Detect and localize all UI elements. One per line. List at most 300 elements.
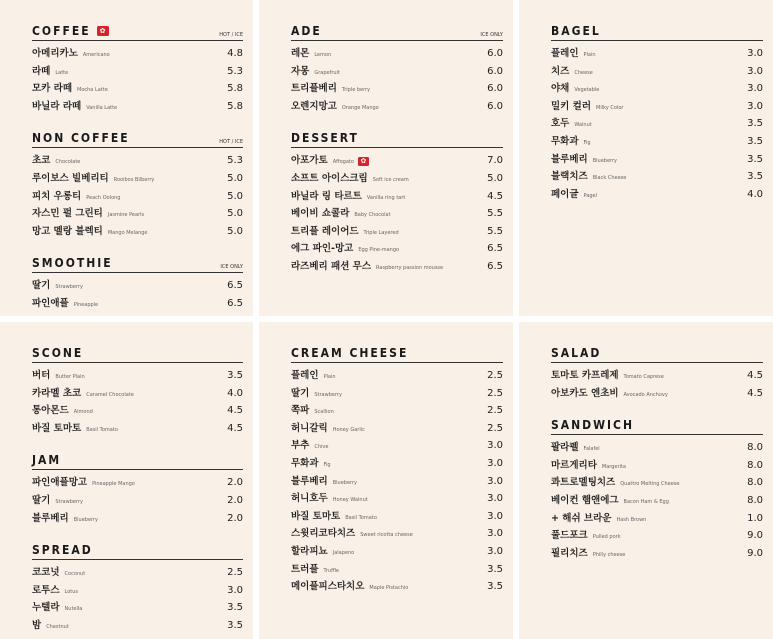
item-name-ko: 베이컨 햄앤에그 [551, 494, 619, 506]
section-title-wrap [32, 342, 83, 361]
item-name-ko: 마르게리타 [551, 459, 597, 471]
item-name-ko: 딸기 [32, 494, 51, 506]
item-price: 3.5 [487, 581, 503, 593]
section-header [551, 414, 763, 435]
item-name-en: Hash Brown [616, 516, 647, 523]
menu-item [551, 133, 763, 151]
item-price: 8.0 [747, 442, 763, 454]
section-title-wrap [291, 127, 359, 146]
item-name-en: Basil Tomato [345, 514, 377, 521]
item-name-ko: 무화과 [291, 457, 319, 469]
menu-item [551, 98, 763, 116]
section-title: CREAM CHEESE [291, 346, 409, 360]
item-name-ko: 라즈베리 패션 무스 [291, 260, 372, 272]
item-name-ko: 스윗리코타치즈 [291, 528, 356, 540]
item-name-en: Tomato Caprese [623, 374, 664, 380]
item-name-ko: 망고 멜랑 블렉티 [32, 225, 103, 237]
item-name-ko: 블루베리 [551, 153, 588, 165]
section-header [32, 127, 243, 148]
item-price: 4.5 [227, 405, 243, 417]
item-name-ko: 할라피뇨 [291, 545, 328, 557]
item-name-en: Soft ice cream [372, 176, 409, 183]
menu-item [551, 63, 763, 81]
menu-item [32, 420, 243, 438]
item-price: 3.0 [487, 528, 503, 540]
menu-section [32, 252, 243, 312]
item-price: 8.0 [747, 477, 763, 489]
item-name-ko: 딸기 [291, 387, 310, 399]
item-name-en: Mocha Latte [77, 87, 108, 94]
item-price: 3.5 [227, 602, 243, 614]
item-name-en: Orange Mango [341, 104, 379, 111]
item-name-en: Chive [314, 444, 329, 451]
menu-item [291, 223, 503, 241]
item-price: 3.0 [487, 440, 503, 452]
item-price: 3.0 [487, 457, 503, 469]
item-name-ko: 아포가토 [291, 155, 328, 167]
section-header [551, 20, 763, 41]
item-name-en: Chestnut [46, 623, 69, 630]
item-name-ko: 파인애플 [32, 297, 69, 309]
item-price: 3.0 [487, 475, 503, 487]
item-name-ko: 바닐라 링 타르트 [291, 190, 362, 202]
section-title-wrap [32, 252, 113, 271]
item-name-en: Pagel [583, 192, 598, 199]
item-price: 4.5 [227, 422, 243, 434]
item-price: 9.0 [747, 547, 763, 559]
item-price: 3.5 [747, 171, 763, 183]
section-header [32, 449, 243, 470]
item-name-en: Honey Garlic [332, 426, 365, 433]
item-name-ko: 바질 토마토 [32, 422, 82, 434]
menu-item [291, 543, 503, 561]
menu-panel-cream-cheese [259, 322, 513, 639]
menu-item [32, 474, 243, 492]
item-name-ko: 필리치즈 [551, 547, 588, 559]
item-price: 3.5 [747, 118, 763, 130]
item-name-ko: 카라멜 초코 [32, 387, 82, 399]
menu-item [32, 582, 243, 600]
item-name-ko: 라떼 [32, 65, 51, 77]
menu-item [291, 508, 503, 526]
item-price: 5.8 [227, 83, 243, 95]
section-header [551, 342, 763, 363]
item-name-en: Jasmine Pearls [107, 212, 145, 219]
section-header [291, 127, 503, 148]
item-name-en: Triple Layered [363, 229, 399, 236]
item-name-ko: 콰트로멜팅치즈 [551, 477, 616, 489]
item-name-ko: 밤 [32, 619, 42, 631]
item-name-ko: 메이플피스타치오 [291, 581, 365, 593]
item-name-en: Coconut [64, 571, 86, 578]
item-name-en: Fig [583, 139, 591, 146]
item-price: 6.0 [487, 100, 503, 112]
item-price: 5.0 [227, 225, 243, 237]
item-price: 5.0 [227, 190, 243, 202]
item-name-ko: 아메리카노 [32, 48, 78, 59]
menu-item [32, 295, 243, 313]
menu-item [551, 510, 763, 528]
item-name-ko: 트리플베리 [291, 83, 337, 95]
item-name-en: Vanilla ring tart [366, 194, 406, 201]
item-name-en: Scallion [314, 409, 334, 416]
menu-item [551, 457, 763, 475]
item-name-ko: 자몽 [291, 65, 310, 77]
menu-item [291, 402, 503, 420]
item-name-ko: 쪽파 [291, 405, 310, 417]
item-name-en: Truffle [323, 567, 339, 574]
menu-item [32, 188, 243, 206]
menu-item [551, 151, 763, 169]
menu-section [551, 414, 763, 562]
section-title-wrap [32, 539, 93, 558]
item-name-ko: 블루베리 [291, 475, 328, 487]
item-name-en: Cheese [574, 69, 593, 76]
item-name-en: Egg Pine-mango [358, 247, 400, 254]
item-name-en: Chocolate [55, 159, 81, 166]
item-name-en: Basil Tomato [86, 426, 118, 433]
section-header [291, 20, 503, 41]
item-price: 5.0 [227, 172, 243, 184]
item-name-ko: 누텔라 [32, 602, 60, 614]
section-title-wrap [291, 20, 322, 39]
item-name-en: Black Cheese [592, 175, 627, 182]
section-title: BAGEL [551, 24, 601, 38]
menu-item [32, 80, 243, 98]
menu-item [291, 45, 503, 63]
menu-item [291, 63, 503, 81]
item-name-en: Peach Oolong [86, 194, 121, 201]
item-name-ko: 블루베리 [32, 512, 69, 524]
menu-item [32, 223, 243, 241]
menu-item [551, 115, 763, 133]
item-name-ko: 바닐라 라떼 [32, 100, 82, 112]
item-name-en: Jalapeno [332, 549, 355, 556]
item-name-ko: 로투스 [32, 584, 60, 596]
item-name-en: Vanilla Latte [86, 104, 118, 111]
menu-panel-bagel [519, 0, 773, 316]
section-header [32, 20, 243, 41]
menu-item [551, 527, 763, 545]
item-name-ko: 트리플 레이어드 [291, 225, 359, 237]
menu-item [32, 45, 243, 63]
item-price: 3.0 [487, 545, 503, 557]
menu-item [32, 564, 243, 582]
item-name-en: Maple Pistachio [369, 585, 409, 592]
item-price: 6.0 [487, 83, 503, 95]
menu-item [551, 545, 763, 563]
item-price: 3.0 [747, 65, 763, 77]
section-title: COFFEE [32, 24, 91, 38]
item-name-en: Affogato [332, 159, 354, 166]
item-name-ko: 플레인 [291, 370, 319, 381]
item-price: 4.5 [747, 370, 763, 381]
menu-section [291, 20, 503, 115]
item-price: 3.0 [747, 100, 763, 112]
section-title-wrap [551, 414, 634, 433]
menu-item [551, 439, 763, 457]
item-name-ko: 에그 파인-망고 [291, 243, 354, 255]
item-price: 6.5 [487, 243, 503, 255]
item-name-ko: 야채 [551, 83, 570, 95]
item-price: 2.5 [487, 405, 503, 417]
item-name-ko: 트러플 [291, 563, 319, 575]
illy-logo-icon: ✿ [358, 157, 369, 166]
item-price: 3.5 [227, 619, 243, 631]
section-header [32, 342, 243, 363]
section-note: HOT / ICE [219, 32, 243, 38]
item-name-en: Fig [323, 461, 331, 468]
menu-item [32, 617, 243, 635]
item-price: 2.0 [227, 512, 243, 524]
section-title-wrap [32, 127, 130, 146]
menu-section [32, 127, 243, 240]
menu-section [32, 449, 243, 527]
item-name-ko: 딸기 [32, 280, 51, 292]
item-price: 6.0 [487, 65, 503, 77]
item-name-en: Quattro Melting Cheese [620, 481, 680, 488]
section-title: NON COFFEE [32, 131, 130, 146]
item-name-en: Butter Plain [55, 374, 85, 380]
item-price: 5.3 [227, 65, 243, 77]
menu-item [291, 578, 503, 596]
item-price: 1.0 [747, 512, 763, 524]
item-name-en: Blueberry [73, 516, 99, 523]
menu-item [551, 186, 763, 204]
item-name-en: Philly cheese [592, 551, 626, 558]
item-name-ko: 페이글 [551, 188, 579, 200]
menu-item [32, 385, 243, 403]
item-name-ko: 호두 [551, 118, 570, 130]
item-name-ko: 허니갈릭 [291, 422, 328, 434]
item-name-en: Rooibos Bilberry [113, 176, 155, 183]
item-price: 9.0 [747, 530, 763, 542]
item-name-ko: 통아몬드 [32, 405, 69, 417]
item-name-ko: 무화과 [551, 135, 579, 147]
item-name-ko: 버터 [32, 370, 51, 381]
item-price: 8.0 [747, 459, 763, 471]
item-name-ko: 밀키 컬러 [551, 100, 592, 112]
item-name-en: Triple berry [341, 87, 371, 94]
item-price: 2.5 [487, 422, 503, 434]
item-name-en: Blueberry [592, 157, 618, 164]
item-name-en: Strawberry [55, 498, 83, 505]
item-price: 3.5 [747, 153, 763, 165]
menu-item [551, 168, 763, 186]
item-name-ko: 초코 [32, 155, 51, 167]
menu-item [551, 45, 763, 63]
menu-item [291, 98, 503, 116]
menu-panel-salad-sandwich [519, 322, 773, 639]
item-name-ko: 소프트 아이스크림 [291, 172, 368, 184]
menu-panel-ade-dessert [259, 0, 513, 316]
item-name-ko: 오렌지망고 [291, 100, 337, 112]
section-note: HOT / ICE [219, 139, 243, 146]
menu-item [291, 205, 503, 223]
section-header [291, 342, 503, 363]
item-name-en: Almond [73, 409, 93, 416]
item-name-ko: 모카 라떼 [32, 83, 73, 95]
menu-item [291, 437, 503, 455]
item-name-en: Baby Chocolat [354, 212, 391, 219]
item-price: 3.0 [487, 510, 503, 522]
menu-item [291, 152, 503, 170]
menu-section [551, 342, 763, 402]
item-price: 5.8 [227, 100, 243, 112]
menu-item [291, 80, 503, 98]
menu-section [551, 20, 763, 203]
section-title: SANDWICH [551, 418, 635, 433]
section-title-wrap [551, 20, 601, 39]
item-name-ko: 파인애플망고 [32, 477, 88, 489]
menu-item [32, 98, 243, 116]
item-name-en: Vegetable [574, 87, 600, 94]
item-name-en: Latte [55, 69, 69, 76]
item-name-ko: 루이보스 빌베리티 [32, 172, 109, 184]
item-price: 2.5 [487, 387, 503, 399]
item-name-ko: 바질 토마토 [291, 510, 341, 522]
menu-item [291, 170, 503, 188]
item-name-en: Falafel [583, 446, 600, 453]
item-price: 7.0 [487, 155, 503, 167]
item-name-en: Caramel Chocolate [86, 391, 134, 398]
item-name-en: Strawberry [55, 284, 83, 291]
item-price: 3.0 [487, 493, 503, 505]
item-price: 5.5 [487, 225, 503, 237]
section-title-wrap [32, 20, 109, 39]
item-name-en: Plain [583, 52, 596, 58]
section-title: JAM [32, 453, 62, 468]
item-name-en: Americano [82, 52, 110, 58]
menu-section [32, 539, 243, 634]
item-name-en: Pineapple [73, 301, 99, 308]
item-name-ko: 허니호두 [291, 493, 328, 505]
item-price: 3.5 [747, 135, 763, 147]
item-name-en: Lemon [314, 52, 332, 58]
menu-item [551, 367, 763, 385]
menu-item [32, 510, 243, 528]
section-header [32, 252, 243, 273]
item-price: 4.5 [747, 387, 763, 399]
menu-item [291, 385, 503, 403]
menu-item [32, 367, 243, 385]
item-price: 3.0 [747, 83, 763, 95]
item-price: 2.0 [227, 494, 243, 506]
item-price: 4.8 [227, 48, 243, 59]
menu-item [32, 63, 243, 81]
item-name-en: Walnut [574, 122, 592, 129]
menu-section [291, 342, 503, 596]
item-price: 5.3 [227, 155, 243, 167]
section-title-wrap [32, 449, 61, 468]
menu-item [551, 474, 763, 492]
item-name-ko: 풀드포크 [551, 530, 588, 542]
section-header [32, 539, 243, 560]
menu-item [551, 80, 763, 98]
item-name-ko: 블랙치즈 [551, 171, 588, 183]
menu-item [551, 385, 763, 403]
item-price: 6.5 [227, 297, 243, 309]
menu-item [291, 473, 503, 491]
item-price: 6.0 [487, 48, 503, 59]
item-price: 6.5 [487, 260, 503, 272]
item-name-ko: 자스민 펄 그린티 [32, 208, 103, 220]
item-price: 2.5 [487, 370, 503, 381]
item-price: 6.5 [227, 280, 243, 292]
item-name-en: Blueberry [332, 479, 358, 486]
item-price: 3.0 [227, 584, 243, 596]
item-name-ko: + 해쉬 브라운 [551, 512, 612, 524]
menu-item [32, 205, 243, 223]
menu-item [291, 367, 503, 385]
item-name-en: Milky Color [596, 104, 624, 111]
menu-panel-drinks [0, 0, 253, 316]
menu-item [291, 525, 503, 543]
item-price: 4.0 [747, 188, 763, 200]
item-price: 5.5 [487, 208, 503, 220]
menu-item [291, 240, 503, 258]
item-name-en: Margerita [601, 463, 626, 470]
item-name-ko: 아보카도 엔초비 [551, 387, 619, 399]
item-price: 4.5 [487, 190, 503, 202]
item-name-en: Raspberry passion mousse [376, 264, 444, 271]
item-name-en: Avocado Anchovy [623, 391, 668, 398]
item-name-en: Strawberry [314, 391, 342, 398]
item-name-ko: 레몬 [291, 48, 310, 59]
menu-section [32, 20, 243, 115]
item-name-en: Honey Walnut [332, 497, 368, 504]
menu-item [291, 420, 503, 438]
item-price: 3.5 [227, 370, 243, 381]
item-name-ko: 토마토 카프레제 [551, 370, 619, 381]
item-name-ko: 팔라펠 [551, 442, 579, 454]
item-price: 4.0 [227, 387, 243, 399]
item-name-en: Bacon Ham & Egg [623, 498, 669, 505]
menu-item [291, 490, 503, 508]
section-title: DESSERT [291, 131, 359, 146]
item-price: 3.0 [747, 48, 763, 59]
menu-item [32, 152, 243, 170]
menu-item [32, 492, 243, 510]
illy-logo-icon: ✿ [97, 26, 109, 36]
section-title: ADE [291, 24, 322, 38]
menu-item [551, 492, 763, 510]
item-name-ko: 베이비 쇼콜라 [291, 208, 350, 220]
item-name-ko: 치즈 [551, 65, 570, 77]
menu-item [32, 402, 243, 420]
section-note: ICE ONLY [480, 32, 503, 38]
item-name-ko: 피치 우롱티 [32, 190, 82, 202]
item-name-en: Grapefruit [314, 69, 340, 76]
item-name-en: Lotus [64, 588, 79, 595]
menu-item [32, 599, 243, 617]
menu-item [32, 170, 243, 188]
item-name-en: Mango Melange [107, 229, 148, 236]
item-name-en: Pulled pork [592, 534, 621, 541]
menu-panel-scone-jam-spread [0, 322, 253, 639]
menu-item [291, 455, 503, 473]
item-name-en: Nutella [64, 606, 83, 613]
section-note: ICE ONLY [220, 264, 243, 271]
item-price: 5.0 [227, 208, 243, 220]
menu-item [291, 561, 503, 579]
item-name-en: Sweet ricotta cheese [360, 532, 413, 539]
item-price: 2.0 [227, 477, 243, 489]
menu-section [291, 127, 503, 275]
section-title-wrap [291, 342, 408, 361]
section-title: SALAD [551, 346, 602, 360]
menu-item [291, 188, 503, 206]
